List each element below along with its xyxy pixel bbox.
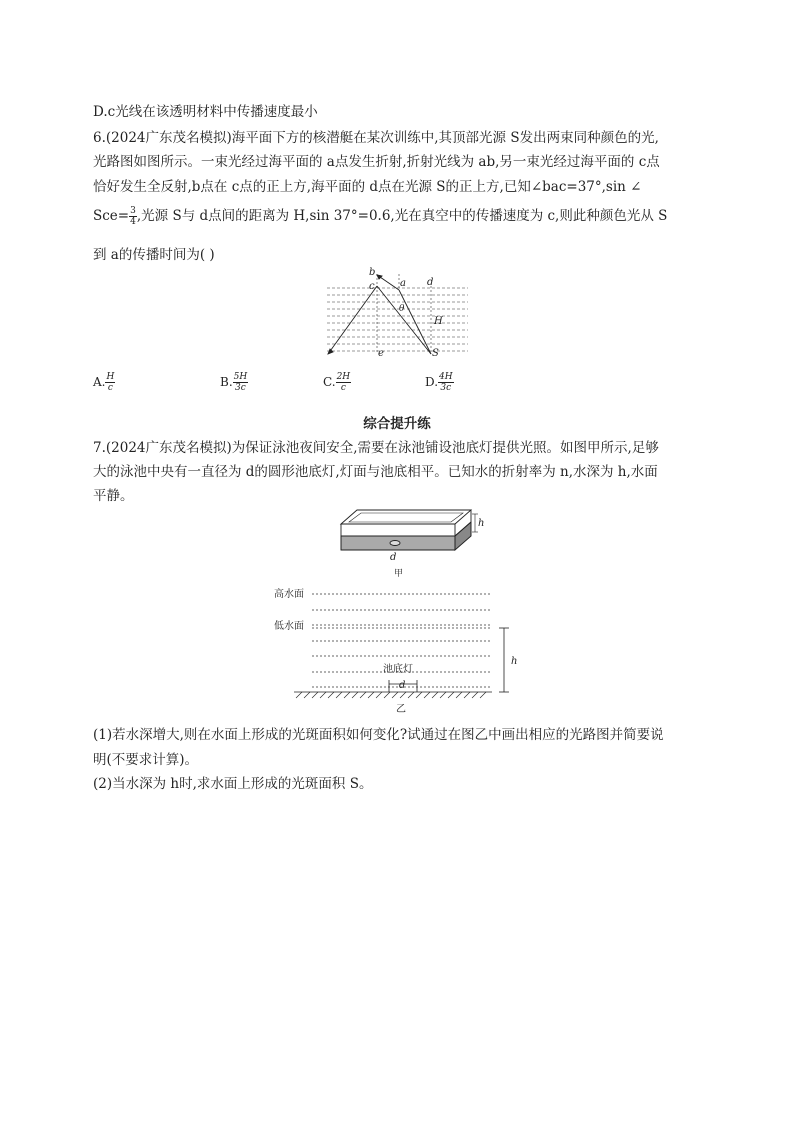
q6-line-4 [93,204,667,227]
hatch [448,692,454,698]
q6-line-4-pre: Sce= [93,208,130,224]
q6-fraction-num: 3 [130,206,136,216]
yi-caption: 乙 [396,704,406,715]
hatch [368,692,374,698]
q6-line-3: 恰好发生全反射,b点在 c点的正上方,海平面的 d点在光源 S的正上方,已知∠bac=37°,sin ∠ [93,179,642,195]
yi-label-h: h [511,656,518,667]
hatch [296,692,302,698]
hatch [480,692,486,698]
hatch [304,692,310,698]
option-den: c [107,383,113,393]
q6-line-4-post: ,光源 S与 d点间的距离为 H,sin 37°=0.6,光在真空中的传播速度为 c,则此种颜色光从 S [136,208,668,224]
q6-fraction [129,206,137,227]
hatch [360,692,366,698]
hatch [400,692,406,698]
option-num: 5H [233,372,248,382]
pool-water-side [455,522,471,550]
option-letter: A. [93,375,106,389]
label-c: c [369,281,375,292]
q6-option-d [425,372,454,393]
option-den: 3c [440,383,452,393]
arrow-head-reflect [328,349,333,354]
option-letter: D. [425,375,439,389]
label-high-water: 高水面 [274,589,304,600]
hatch [312,692,318,698]
jia-label-d: d [390,552,397,563]
hatch [336,692,342,698]
q6-line-5: 到 a的传播时间为( ) [93,247,215,263]
q7-sub2: (2)当水深为 h时,求水面上形成的光斑面积 S。 [93,776,373,792]
q7-sub1-line-1: (1)若水深增大,则在水面上形成的光斑面积如何变化?试通过在图乙中画出相应的光路图并简要说 [93,727,664,743]
figure-jia [335,502,495,582]
q6-fraction-den: 4 [130,217,136,227]
q6-option-a [93,372,115,393]
label-a: a [400,278,406,289]
q6-line-2: 光路图如图所示。一束光经过海平面的 a点发生折射,折射光线为 ab,另一束光经过海平面的 c点 [93,154,660,170]
hatch [408,692,414,698]
option-num: 2H [336,372,351,382]
option-num: H [106,372,115,382]
hatch [416,692,422,698]
label-theta: θ [399,304,405,314]
jia-caption: 甲 [394,569,404,579]
figure-yi [270,586,530,716]
q5-option-d: D.c光线在该透明材料中传播速度最小 [93,104,318,120]
label-b: b [369,267,376,278]
q7-line-2: 大的泳池中央有一直径为 d的圆形池底灯,灯面与池底相平。已知水的折射率为 n,水深为 h,水面 [93,464,658,480]
jia-label-h: h [478,518,485,529]
q6-option-b [220,372,248,393]
label-lamp: 池底灯 [383,664,413,675]
hatch [376,692,382,698]
label-s: S [432,348,439,359]
option-letter: B. [220,375,233,389]
label-d: d [427,277,434,288]
hatch [432,692,438,698]
label-low-water: 低水面 [274,621,304,632]
q7-line-3: 平静。 [93,488,134,504]
hatch [328,692,334,698]
option-den: 3c [235,383,246,393]
hatch [384,692,390,698]
hatch [440,692,446,698]
q6-option-c [323,372,351,393]
hatch [424,692,430,698]
q7-sub1-line-2: 明(不要求计算)。 [93,752,199,768]
hatch [320,692,326,698]
yi-label-d: d [399,680,406,691]
label-h: H [434,316,443,327]
ray-s-to-a [399,290,431,354]
hatch [344,692,350,698]
hatch [472,692,478,698]
section-title: 综合提升练 [363,416,431,432]
hatch [456,692,462,698]
label-e: e [378,348,384,359]
q6-figure [320,266,480,362]
option-den: c [340,383,346,393]
option-letter: C. [323,375,336,389]
q6-line-1: 6.(2024广东茂名模拟)海平面下方的核潜艇在某次训练中,其顶部光源 S发出两束同种颜色的光, [93,130,659,146]
hatch [352,692,358,698]
lamp-disc [390,541,400,546]
option-num: 4H [439,372,453,382]
hatch [392,692,398,698]
q7-line-1: 7.(2024广东茂名模拟)为保证泳池夜间安全,需要在泳池铺设池底灯提供光照。如图甲所示,足够 [93,440,659,456]
hatch [464,692,470,698]
